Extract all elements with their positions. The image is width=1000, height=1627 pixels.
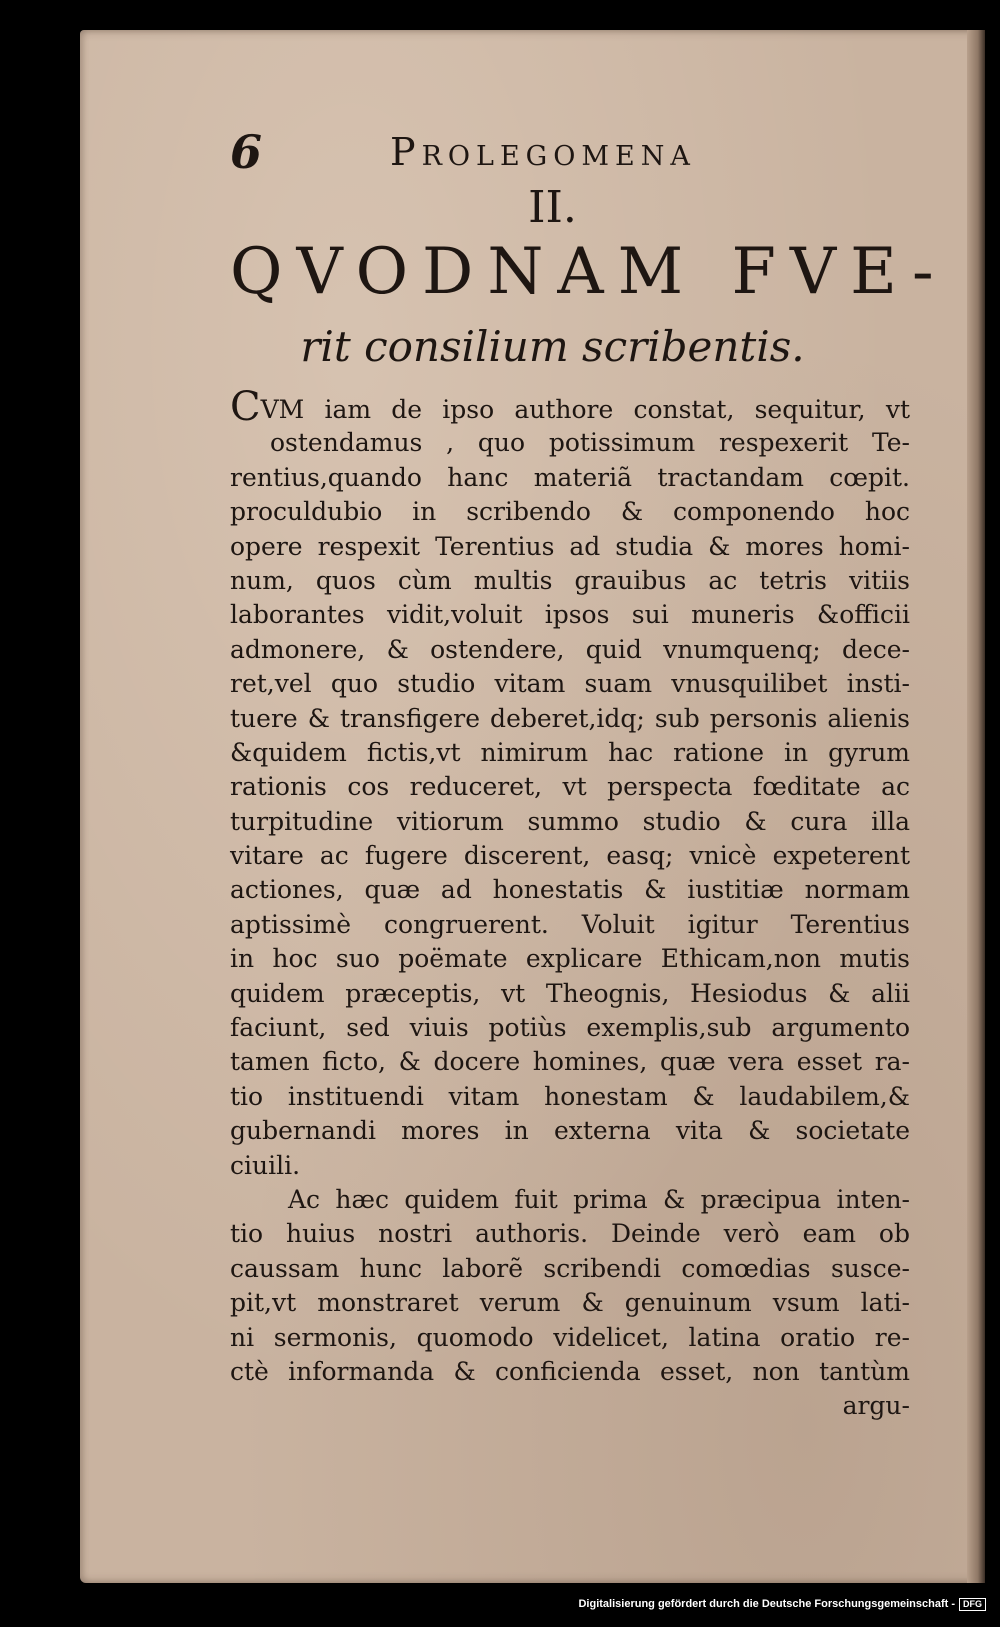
text-line: caussam hunc laborẽ scribendi comœdias susce- [230, 1253, 910, 1283]
digitization-credit [0, 1598, 986, 1611]
text-line: turpitudine vitiorum summo studio & cura illa [230, 806, 910, 836]
text-line: ret,vel quo studio vitam suam vnusquilibet insti- [230, 669, 910, 699]
text-line: ciuili. [230, 1150, 301, 1180]
first-line-text: VM iam de ipso authore constat, sequitur, vt [260, 395, 910, 424]
text-line: vitare ac fugere discerent, easq; vnicè expeterent [230, 841, 910, 871]
text-line: pit,vt monstraret verum & genuinum vsum lati- [230, 1288, 910, 1318]
credit-text: Digitalisierung gefördert durch die Deutsche Forschungsgemeinschaft - [578, 1598, 955, 1610]
text-line: laborantes vidit,voluit ipsos sui muneris &officii [230, 600, 910, 630]
section-heading-continued: rit consilium scribentis. [300, 322, 805, 371]
book-page [80, 30, 985, 1583]
drop-cap: C [230, 384, 261, 430]
catchword: argu- [842, 1391, 910, 1421]
text-line: rentius,quando hanc materiã tractandam cœpit. [230, 462, 910, 492]
text-line: proculdubio in scribendo & componendo hoc [230, 497, 910, 527]
dfg-logo-icon: DFG [959, 1598, 986, 1611]
text-line: &quidem fictis,vt nimirum hac ratione in gyrum [230, 737, 910, 767]
text-line: quidem præceptis, vt Theognis, Hesiodus & alii [230, 978, 910, 1008]
section-number: II. [528, 182, 577, 233]
page-number: 6 [230, 125, 263, 179]
section-heading: QVODNAM FVE- [230, 235, 948, 309]
text-line: tio huius nostri authoris. Deinde verò eam ob [230, 1219, 910, 1249]
text-line: admonere, & ostendere, quid vnumquenq; dece- [230, 634, 910, 664]
running-head: Prolegomena [390, 130, 696, 174]
text-line: ctè informanda & conficienda esset, non tantùm [230, 1356, 910, 1386]
text-line: tio instituendi vitam honestam & laudabilem,& [230, 1081, 910, 1111]
body-text [230, 384, 910, 1424]
text-line [230, 384, 910, 430]
text-line: gubernandi mores in externa vita & societate [230, 1116, 910, 1146]
text-line: ostendamus , quo potissimum respexerit Te- [270, 428, 910, 458]
page-edge [967, 30, 985, 1583]
text-line: num, quos cùm multis grauibus ac tetris vitiis [230, 565, 910, 595]
text-line: actiones, quæ ad honestatis & iustitiæ normam [230, 875, 910, 905]
text-line: in hoc suo poëmate explicare Ethicam,non mutis [230, 944, 910, 974]
text-line: tuere & transfigere deberet,idq; sub personis alienis [230, 703, 910, 733]
text-line: tamen ficto, & docere homines, quæ vera esset ra- [230, 1047, 910, 1077]
text-line: faciunt, sed viuis potiùs exemplis,sub argumento [230, 1013, 910, 1043]
text-line: aptissimè congruerent. Voluit igitur Terentius [230, 909, 910, 939]
text-line: opere respexit Terentius ad studia & mores homi- [230, 531, 910, 561]
text-line: ni sermonis, quomodo videlicet, latina oratio re- [230, 1322, 910, 1352]
text-line: Ac hæc quidem fuit prima & præcipua inten- [288, 1184, 910, 1214]
text-line: rationis cos reduceret, vt perspecta fœditate ac [230, 772, 910, 802]
